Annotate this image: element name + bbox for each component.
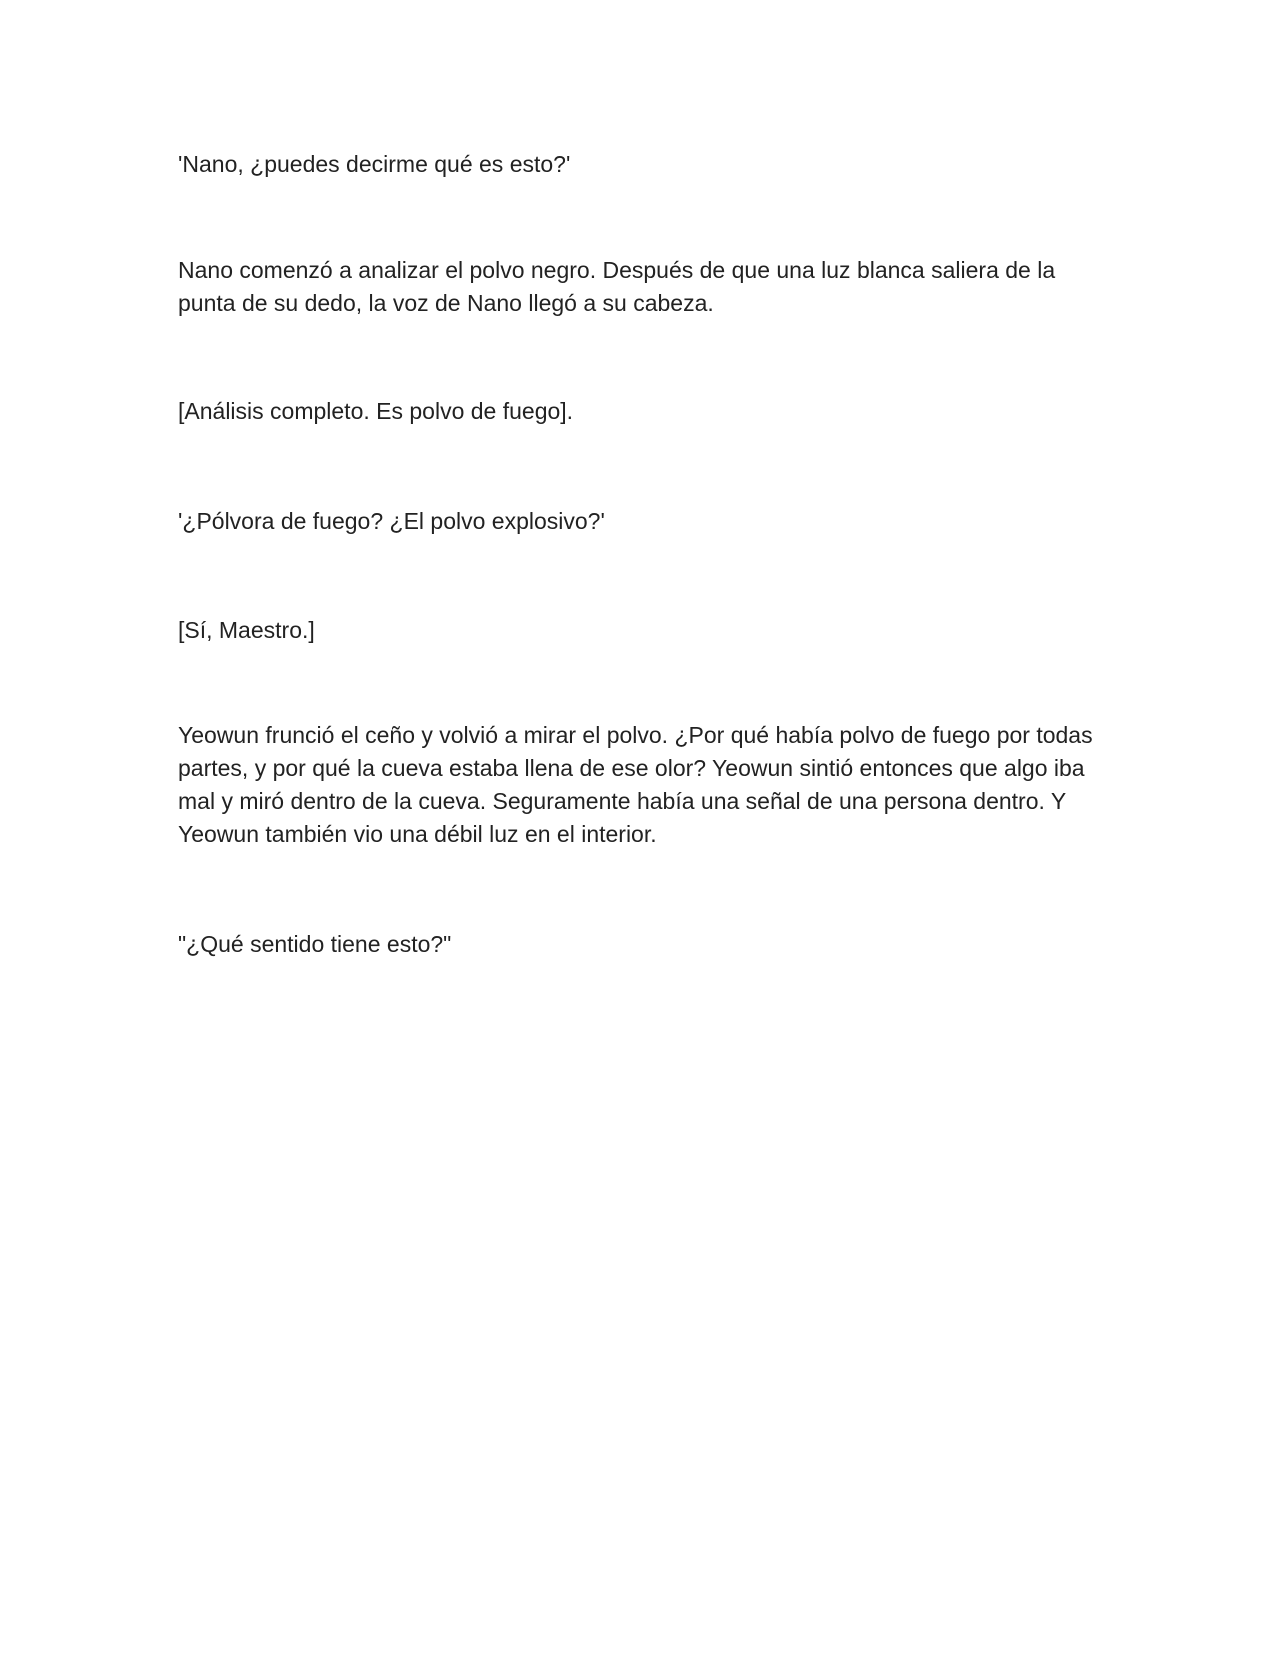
paragraph-analysis-start: Nano comenzó a analizar el polvo negro. Después de que una luz blanca saliera de la punta de su dedo, la voz de Nano llegó a su cabeza. [178,257,1056,316]
paragraph-analysis-complete: [Análisis completo. Es polvo de fuego]. [178,398,574,424]
paragraph-meaning-question: "¿Qué sentido tiene esto?" [178,931,452,957]
paragraph-yes-master: [Sí, Maestro.] [178,617,315,643]
paragraph-gunpowder-question: '¿Pólvora de fuego? ¿El polvo explosivo?' [178,508,605,534]
paragraph-cave-description: Yeowun frunció el ceño y volvió a mirar el polvo. ¿Por qué había polvo de fuego por todas partes, y por qué la cueva estaba llena de ese olor? Yeowun sintió entonces que algo iba mal y miró dentro de la cueva. Seguramente había una señal de una persona dentro. Y Yeowun también vio una débil luz en el interior. [178,722,1093,847]
paragraph-nano-question: 'Nano, ¿puedes decirme qué es esto?' [178,151,571,177]
